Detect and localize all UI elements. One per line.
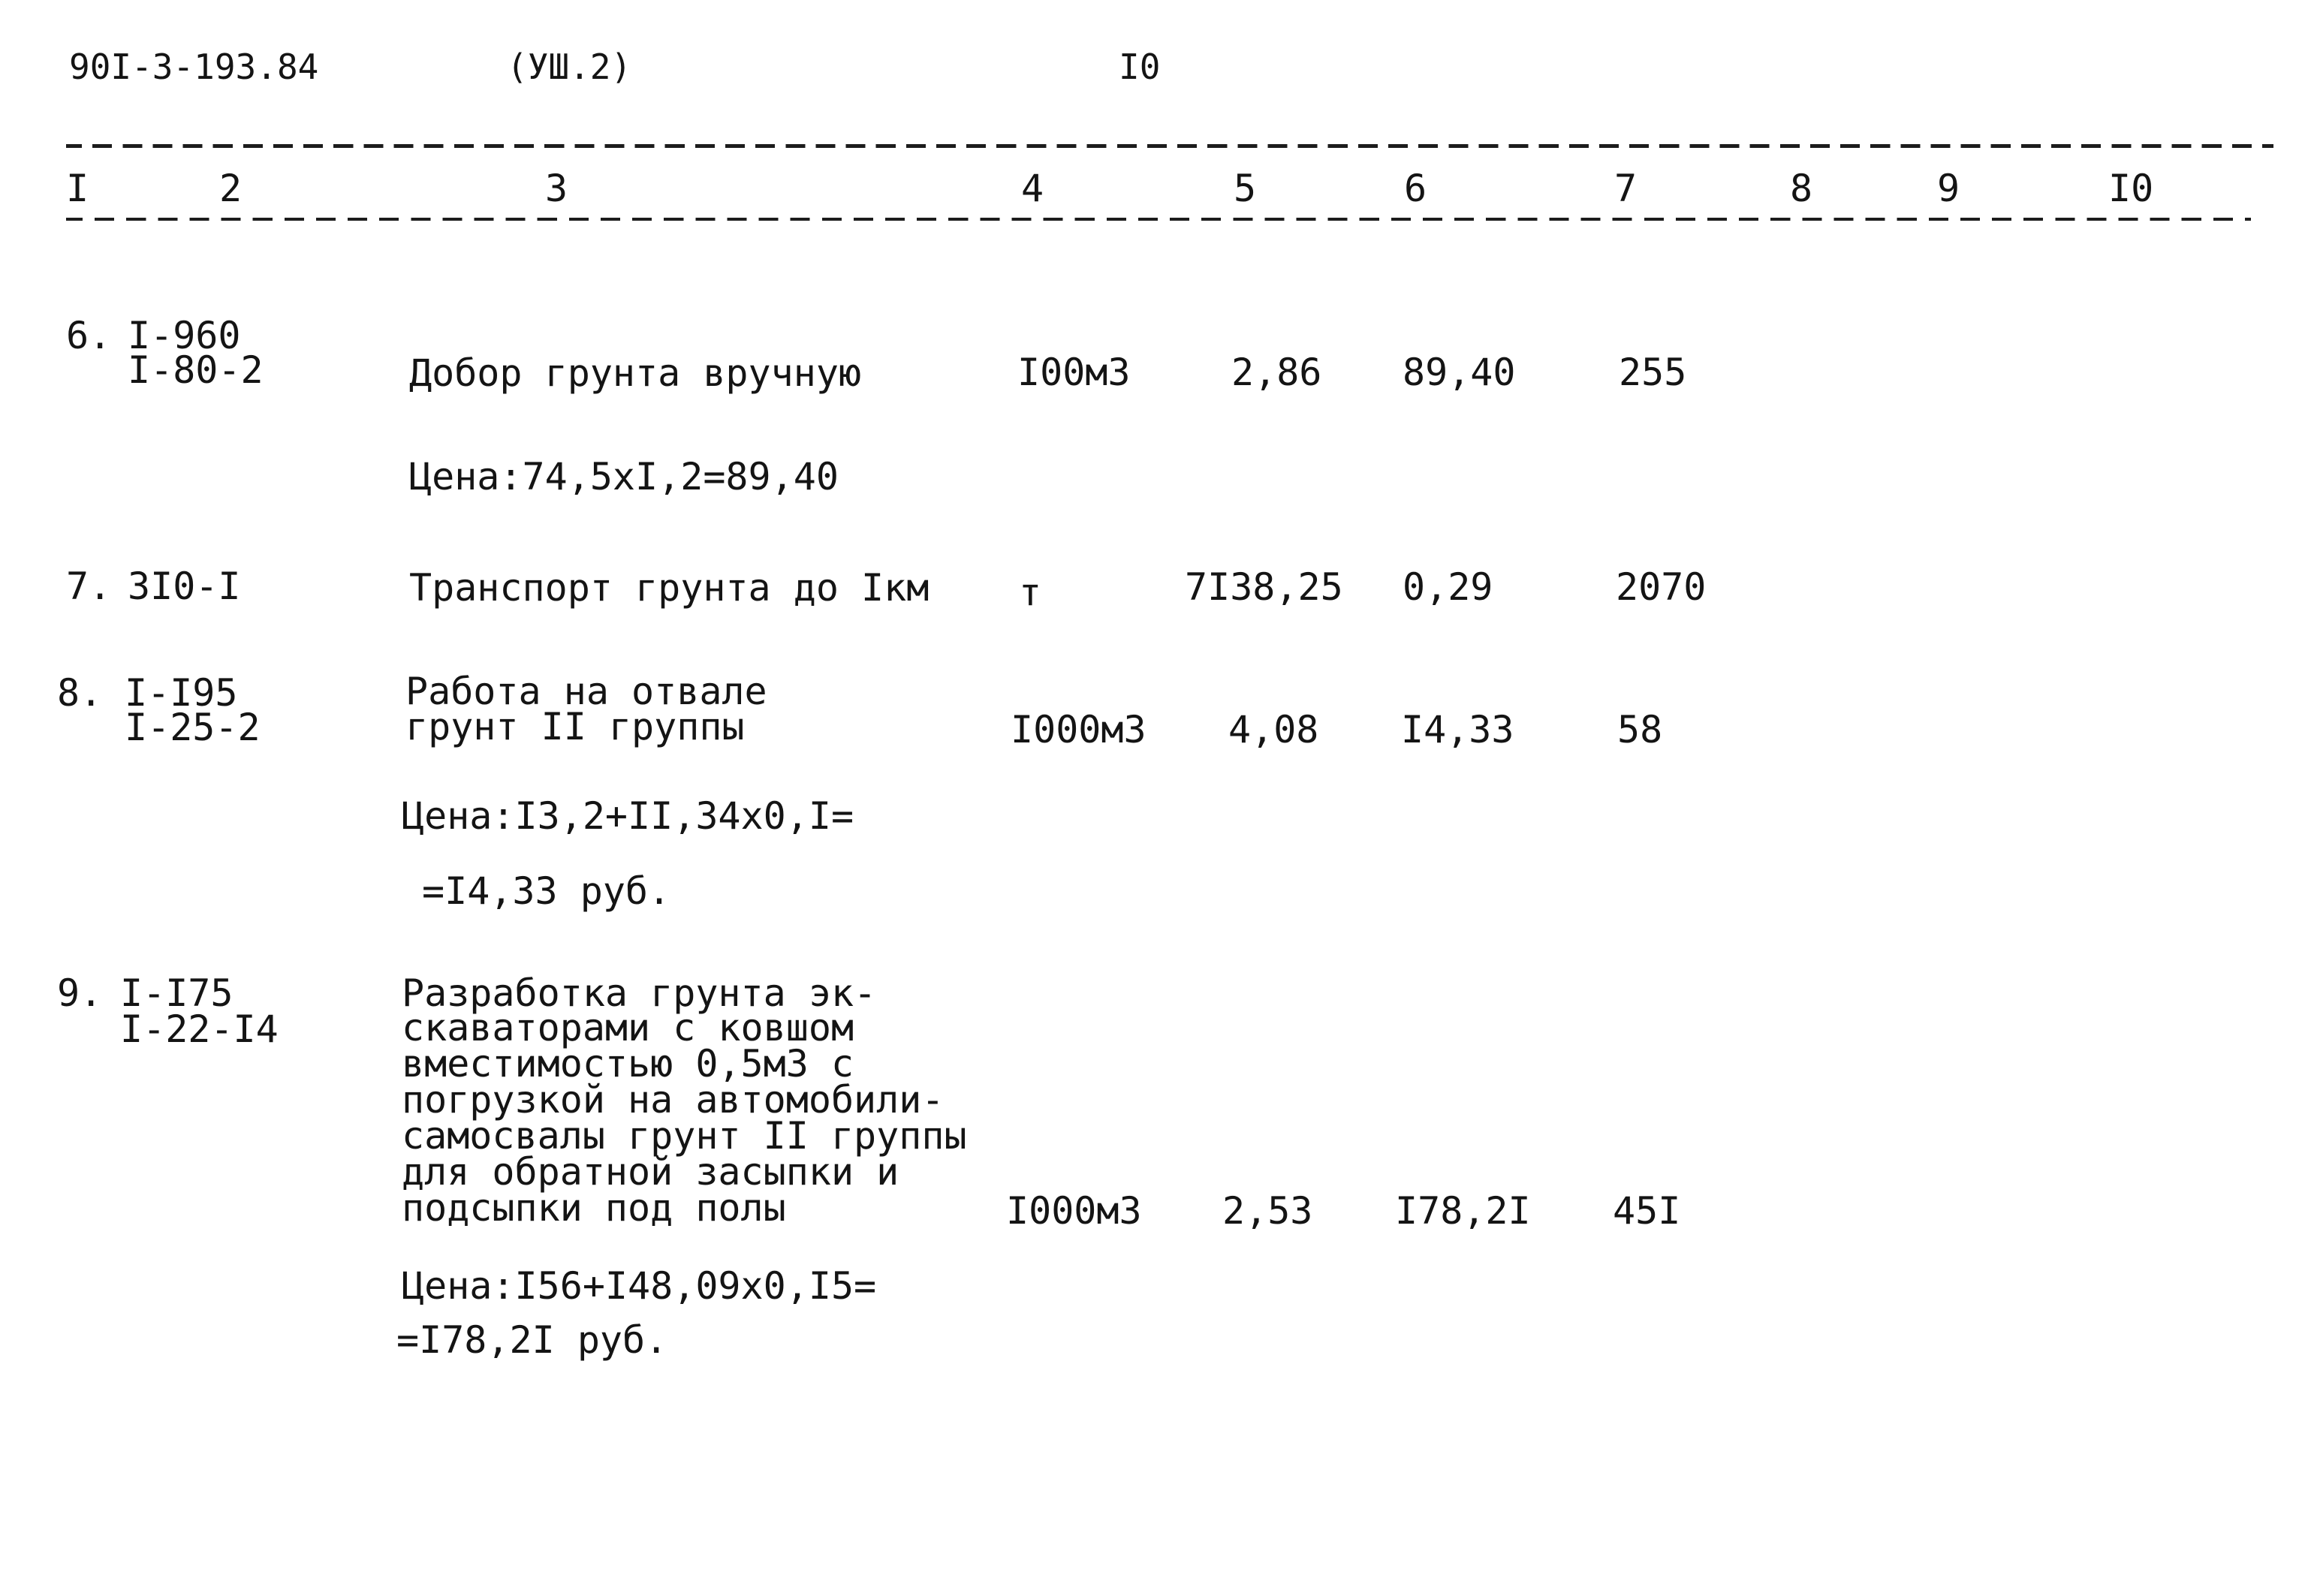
row-6-qty: 2,86 <box>1231 351 1322 394</box>
row-9-name-line-7: подсыпки под полы <box>402 1186 786 1230</box>
row-9-calc-line-2: =I78,2I руб. <box>396 1318 668 1362</box>
row-7-total: 2070 <box>1616 565 1707 609</box>
row-7-qty: 7I38,25 <box>1185 565 1343 609</box>
row-9-name-line-4: погрузкой на автомобили- <box>402 1078 945 1122</box>
row-9-code-1: I-I75 <box>120 971 234 1015</box>
row-8-calc-line-2: =I4,33 руб. <box>422 869 671 913</box>
row-8-unit: I000м3 <box>1011 708 1146 751</box>
column-number-4: 4 <box>1021 167 1044 210</box>
row-8-price: I4,33 <box>1401 708 1514 751</box>
column-number-9: 9 <box>1937 167 1960 210</box>
column-number-2: 2 <box>219 167 243 210</box>
row-8-qty: 4,08 <box>1228 708 1319 751</box>
row-7-number: 7. <box>66 565 112 608</box>
doc-code <box>69 47 318 87</box>
column-number-10: I0 <box>2108 167 2154 210</box>
row-9-name-line-5: самосвалы грунт II группы <box>402 1114 967 1158</box>
column-number-6: 6 <box>1404 167 1427 210</box>
row-7-code-1: 3I0-I <box>128 565 241 608</box>
row-9-price: I78,2I <box>1395 1189 1531 1233</box>
row-9-unit: I000м3 <box>1006 1189 1142 1233</box>
row-6-calc: Цена:74,5xI,2=89,40 <box>409 455 839 498</box>
row-7-unit: т <box>1019 571 1042 614</box>
row-9-qty: 2,53 <box>1222 1189 1313 1233</box>
row-9-name-line-2: скаваторами с ковшом <box>402 1006 854 1049</box>
column-number-8: 8 <box>1790 167 1813 210</box>
row-8-code-2: I-25-2 <box>125 706 261 749</box>
row-6-total: 255 <box>1619 351 1687 394</box>
row-8-calc-line-1: Цена:I3,2+II,34x0,I= <box>402 794 854 838</box>
column-number-5: 5 <box>1234 167 1257 210</box>
row-6-price: 89,40 <box>1403 351 1516 394</box>
row-6-code-1: I-960 <box>128 314 241 357</box>
row-9-code-2: I-22-I4 <box>120 1007 279 1051</box>
row-6-number: 6. <box>66 314 112 357</box>
column-number-1: I <box>66 167 89 210</box>
row-6-name: Добор грунта вручную <box>409 351 862 395</box>
row-8-number: 8. <box>57 671 103 715</box>
row-6-code-2: I-80-2 <box>128 348 264 392</box>
column-number-3: 3 <box>545 167 568 210</box>
column-numbers-underline <box>66 218 2251 221</box>
row-9-name-line-1: Разработка грунта эк- <box>402 971 877 1015</box>
row-9-name-line-6: для обратной засыпки и <box>402 1150 899 1194</box>
album-number: (УШ.2) <box>507 47 632 87</box>
row-9-name-line-3: вместимостью 0,5м3 с <box>402 1042 854 1086</box>
row-8-total: 58 <box>1617 708 1663 751</box>
row-9-calc-line-1: Цена:I56+I48,09x0,I5= <box>402 1264 877 1308</box>
header-separator <box>66 144 2273 148</box>
row-6-unit: I00м3 <box>1017 351 1131 394</box>
row-7-price: 0,29 <box>1403 565 1493 609</box>
row-8-name-line-1: Работа на отвале <box>405 670 767 713</box>
row-9-number: 9. <box>57 971 103 1015</box>
row-7-name: Транспорт грунта до Iкм <box>409 566 930 610</box>
page-number: I0 <box>1119 47 1161 87</box>
column-number-7: 7 <box>1614 167 1638 210</box>
row-8-name-line-2: грунт II группы <box>405 705 745 748</box>
doc-code-text: 90I-3-193.84 <box>69 47 319 87</box>
row-8-code-1: I-I95 <box>125 671 238 715</box>
row-9-total: 45I <box>1613 1189 1681 1233</box>
